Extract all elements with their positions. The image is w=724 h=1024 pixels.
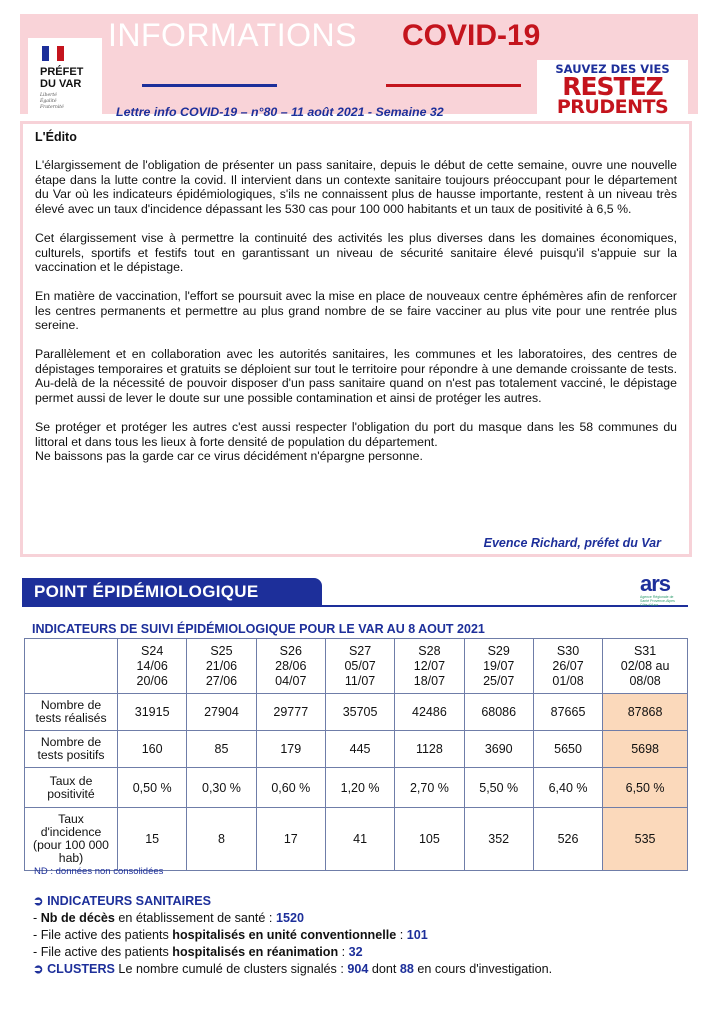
table-cell: 1128: [395, 731, 464, 768]
edito-paragraph: Parallèlement et en collaboration avec les autorités sanitaires, les communes et les laboratoires, des centres de dépistages temporaires et gratuits se déploient sur tout le territoire pour répondre à une demande croissante de tests. Au-delà de la nécessité de pouvoir disposer d'un pass sanitaire quand on n'est pas totalement vacciné, le dépistage permet aussi de lever le doute sur une possible contamination et ainsi de protéger les autres.: [35, 347, 677, 406]
table-header-row: [25, 639, 688, 694]
table-cell: 0,60 %: [256, 768, 325, 808]
week-header-cell: S26 28/06 04/07: [256, 639, 325, 694]
ars-logo-text: ars: [640, 571, 671, 596]
indicators-block: [33, 893, 693, 978]
table-cell: 87665: [533, 694, 602, 731]
table-cell: 27904: [187, 694, 256, 731]
row-label: Taux de positivité: [25, 768, 118, 808]
table-note: ND : données non consolidées: [34, 866, 164, 877]
week-header-cell: S27 05/07 11/07: [325, 639, 394, 694]
table-cell: 3690: [464, 731, 533, 768]
arrow-right-icon: ➲: [33, 962, 44, 976]
table-cell: 5650: [533, 731, 602, 768]
newsletter-subtitle: Lettre info COVID-19 – n°80 – 11 août 2021 - Semaine 32: [116, 105, 444, 119]
table-cell: 17: [256, 808, 325, 871]
row-label: Nombre de tests positifs: [25, 731, 118, 768]
indicator-line-conventionnelle: - File active des patients hospitalisés en unité conventionnelle : 101: [33, 928, 428, 942]
edito-paragraph: Se protéger et protéger les autres c'est aussi respecter l'obligation du port du masque dans les 58 communes du littoral et dans tous les lieux à forte densité de population du département. Ne baissons pas la garde car ce virus décidément n'épargne personne.: [35, 419, 677, 464]
badge-line3: PRUDENTS: [556, 96, 669, 118]
row-label: Taux d'incidence (pour 100 000 hab): [25, 808, 118, 871]
logo-motto: Liberté Égalité Fraternité: [40, 93, 64, 110]
table-cell: 0,50 %: [118, 768, 187, 808]
table-cell: 42486: [395, 694, 464, 731]
indicator-line-deces: - Nb de décès en établissement de santé : 1520: [33, 911, 304, 925]
week-header-cell: S24 14/06 20/06: [118, 639, 187, 694]
table-row: [25, 808, 688, 871]
ars-logo: [640, 571, 690, 607]
badge-line2: RESTEZ: [562, 72, 663, 101]
week-header-cell: S29 19/07 25/07: [464, 639, 533, 694]
arrow-right-icon: ➲: [33, 894, 44, 908]
marianne-flag-icon: [42, 46, 64, 61]
indicator-line-reanimation: - File active des patients hospitalisés en réanimation : 32: [33, 945, 363, 959]
edito-signature: Evence Richard, préfet du Var: [483, 536, 661, 550]
table-row: [25, 768, 688, 808]
edito-box: [20, 121, 692, 557]
table-cell: 8: [187, 808, 256, 871]
header-divider-red: [386, 84, 521, 87]
table-cell: 6,40 %: [533, 768, 602, 808]
table-cell: 5,50 %: [464, 768, 533, 808]
table-row: [25, 694, 688, 731]
row-label: Nombre de tests réalisés: [25, 694, 118, 731]
restez-prudents-badge: [537, 60, 688, 120]
epidemio-table: [24, 638, 688, 871]
table-cell: 31915: [118, 694, 187, 731]
header-divider-blue: [142, 84, 277, 87]
table-cell-highlight: 5698: [603, 731, 688, 768]
table-cell: 41: [325, 808, 394, 871]
table-cell: 35705: [325, 694, 394, 731]
table-cell: 179: [256, 731, 325, 768]
table-corner-cell: [25, 639, 118, 694]
badge-line1: SAUVEZ DES VIES: [555, 62, 670, 76]
table-cell-highlight: 535: [603, 808, 688, 871]
table-cell: 1,20 %: [325, 768, 394, 808]
section-underline: [22, 605, 688, 607]
week-header-cell: S30 26/07 01/08: [533, 639, 602, 694]
table-cell: 352: [464, 808, 533, 871]
header-title-covid: COVID-19: [402, 19, 541, 52]
table-title: INDICATEURS DE SUIVI ÉPIDÉMIOLOGIQUE POUR LE VAR AU 8 AOUT 2021: [32, 622, 485, 636]
table-cell-highlight: 87868: [603, 694, 688, 731]
table-cell: 68086: [464, 694, 533, 731]
section-header: [22, 578, 312, 605]
edito-paragraph: Cet élargissement vise à permettre la continuité des activités les plus diverses dans les domaines économiques, culturels, sportifs et festifs tout en garantissant un niveau de sécurité sanitaire élevé puisqu'il s'appuie sur la vaccination et le dépistage.: [35, 230, 677, 275]
indicators-heading: ➲ INDICATEURS SANITAIRES: [33, 894, 212, 908]
table-row: [25, 731, 688, 768]
table-cell: 160: [118, 731, 187, 768]
edito-paragraph: En matière de vaccination, l'effort se poursuit avec la mise en place de nouveaux centre éphémères afin de renforcer les centres permanents et permettre au plus grand nombre de se faire vacciner au plus vite pour une rentrée plus sereine.: [35, 288, 677, 333]
table-cell: 29777: [256, 694, 325, 731]
prefet-logo: [28, 38, 102, 116]
header-title-informations: INFORMATIONS: [108, 17, 357, 53]
table-cell: 85: [187, 731, 256, 768]
table-cell: 2,70 %: [395, 768, 464, 808]
table-cell: 105: [395, 808, 464, 871]
table-cell: 526: [533, 808, 602, 871]
logo-name: PRÉFET DU VAR: [40, 66, 84, 90]
week-header-cell-current: S31 02/08 au 08/08: [603, 639, 688, 694]
section-title: POINT ÉPIDÉMIOLOGIQUE: [34, 582, 259, 601]
table-cell-highlight: 6,50 %: [603, 768, 688, 808]
table-cell: 15: [118, 808, 187, 871]
edito-paragraph: L'élargissement de l'obligation de présenter un pass sanitaire, depuis le début de cette semaine, ouvre une nouvelle étape dans la lutte contre la covid. Il intervient dans un contexte sanitaire toujours préoccupant pour le département du Var où les indicateurs épidémiologiques, s'ils ne connaissent plus de hausse importante, restent à un niveau très élevé avec un taux d'incidence dépassant les 530 cas pour 100 000 habitants et un taux de positivité à 6,5 %.: [35, 158, 677, 217]
ars-logo-subtitle: Agence Régionale de Santé Provence-Alpes Côte d'Azur: [640, 595, 675, 607]
week-header-cell: S25 21/06 27/06: [187, 639, 256, 694]
indicator-line-clusters: ➲ CLUSTERS Le nombre cumulé de clusters signalés : 904 dont 88 en cours d'investigation.: [33, 962, 553, 976]
week-header-cell: S28 12/07 18/07: [395, 639, 464, 694]
edito-title: L'Édito: [35, 130, 77, 144]
table-cell: 0,30 %: [187, 768, 256, 808]
table-cell: 445: [325, 731, 394, 768]
